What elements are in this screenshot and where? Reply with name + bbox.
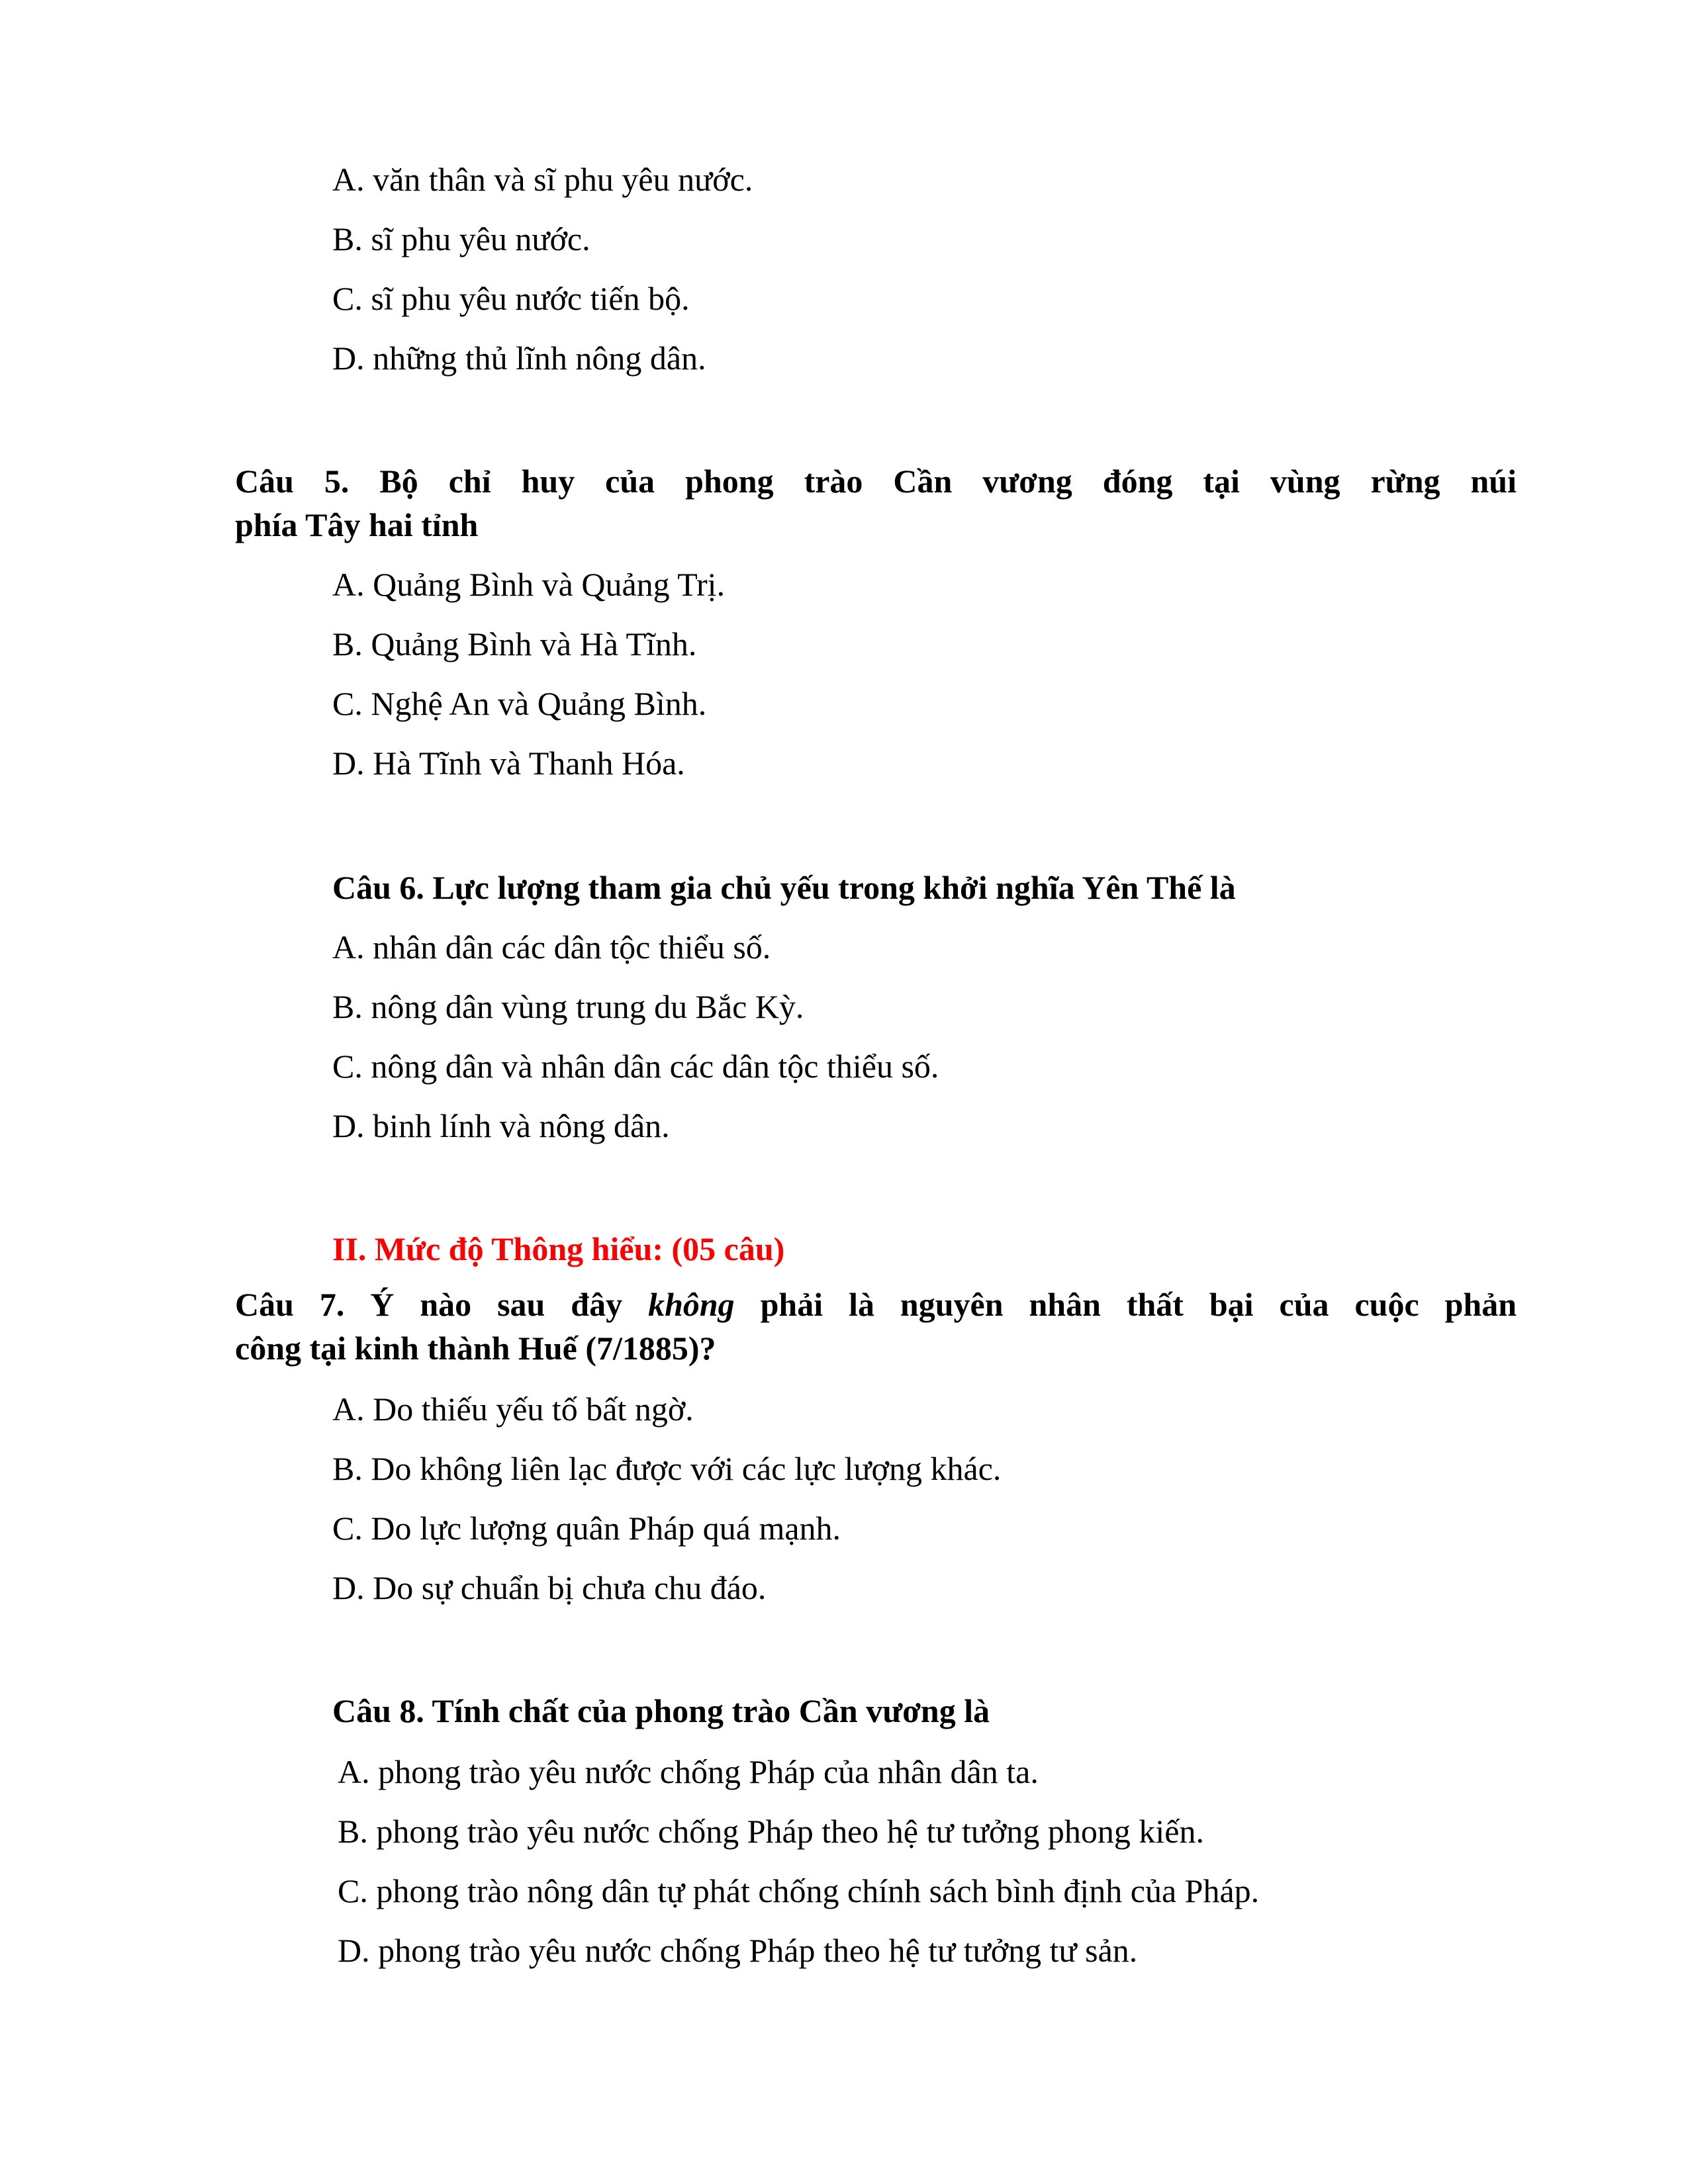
q8-stem: Câu 8. Tính chất của phong trào Cần vương là [332, 1692, 990, 1729]
section-title: II. Mức độ Thông hiểu: (05 câu) [332, 1230, 785, 1267]
q7-option-a: A. Do thiếu yếu tố bất ngờ. [332, 1390, 694, 1428]
q7-stem-line2: công tại kinh thành Huế (7/1885)? [235, 1330, 716, 1367]
q7-option-c: C. Do lực lượng quân Pháp quá mạnh. [332, 1510, 841, 1547]
q5-stem-line1: Câu 5. Bộ chỉ huy của phong trào Cần vương đóng tại vùng rừng núi [235, 463, 1517, 500]
q4-option-d: D. những thủ lĩnh nông dân. [332, 340, 706, 377]
q7-stem-line1 [235, 1288, 1517, 1321]
q8-option-c: C. phong trào nông dân tự phát chống chính sách bình định của Pháp. [338, 1872, 1260, 1909]
q8-option-a: A. phong trào yêu nước chống Pháp của nhân dân ta. [338, 1753, 1039, 1790]
q7-option-d: D. Do sự chuẩn bị chưa chu đáo. [332, 1569, 767, 1606]
q5-stem-line2: phía Tây hai tỉnh [235, 506, 479, 543]
q6-option-c: C. nông dân và nhân dân các dân tộc thiểu số. [332, 1048, 939, 1085]
q4-option-c: C. sĩ phu yêu nước tiến bộ. [332, 280, 690, 317]
q8-option-b: B. phong trào yêu nước chống Pháp theo hệ tư tưởng phong kiến. [338, 1813, 1204, 1850]
q7-stem-suffix: phải là nguyên nhân thất bại của cuộc phản [734, 1286, 1517, 1323]
q6-option-b: B. nông dân vùng trung du Bắc Kỳ. [332, 988, 804, 1025]
q6-option-d: D. binh lính và nông dân. [332, 1107, 670, 1144]
q5-option-c: C. Nghệ An và Quảng Bình. [332, 685, 707, 722]
q7-option-b: B. Do không liên lạc được với các lực lượng khác. [332, 1450, 1002, 1487]
q6-stem: Câu 6. Lực lượng tham gia chủ yếu trong khởi nghĩa Yên Thế là [332, 869, 1236, 906]
q5-option-a: A. Quảng Bình và Quảng Trị. [332, 566, 726, 603]
q8-option-d: D. phong trào yêu nước chống Pháp theo hệ tư tưởng tư sản. [338, 1932, 1138, 1969]
q7-stem-prefix: Câu 7. Ý nào sau đây [235, 1286, 649, 1323]
q5-option-d: D. Hà Tĩnh và Thanh Hóa. [332, 745, 685, 782]
q4-option-a: A. văn thân và sĩ phu yêu nước. [332, 161, 753, 198]
q7-stem-emphasis: không [648, 1286, 735, 1323]
q4-option-b: B. sĩ phu yêu nước. [332, 220, 590, 257]
q5-option-b: B. Quảng Bình và Hà Tĩnh. [332, 625, 697, 662]
q6-option-a: A. nhân dân các dân tộc thiểu số. [332, 929, 771, 966]
